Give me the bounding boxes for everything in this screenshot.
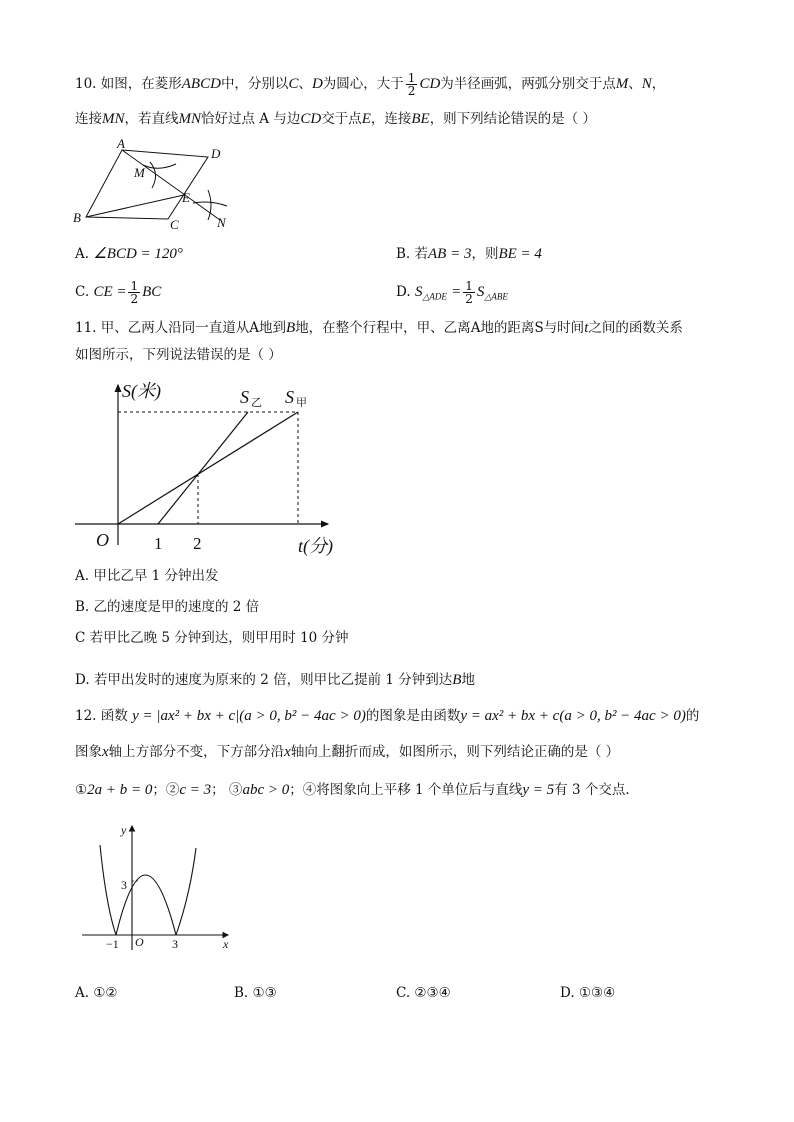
q10-text: ， bbox=[651, 76, 666, 92]
q10-math: BE bbox=[411, 111, 430, 127]
q11-text: 之间的函数关系 bbox=[588, 320, 683, 336]
q12-option-c[interactable]: C. ②③④ bbox=[396, 985, 451, 1001]
q12-text: 有 3 个交点. bbox=[554, 782, 630, 798]
q11-math: B bbox=[286, 320, 296, 336]
s-jia-subscript: 甲 bbox=[296, 397, 307, 409]
option-subscript: △ADE bbox=[422, 291, 447, 302]
option-math: B bbox=[452, 672, 462, 688]
q10-text: 10. 如图，在菱形 bbox=[75, 76, 182, 92]
option-fraction: $\frac{1}{2}$ bbox=[130, 279, 139, 306]
graph-y-tick-3: 3 bbox=[121, 878, 127, 892]
q11-text: 地到 bbox=[259, 320, 287, 336]
q12-math: y = |ax² + bx + c|(a > 0, b² − 4ac > 0) bbox=[132, 708, 366, 724]
option-text: 地 bbox=[461, 672, 475, 688]
q12-option-a[interactable]: A. ①② bbox=[75, 985, 118, 1001]
q10-math: MN bbox=[178, 111, 201, 127]
option-prefix: A. bbox=[75, 246, 90, 262]
option-math: CE = bbox=[93, 284, 127, 300]
s-yi-subscript: 乙 bbox=[251, 397, 262, 409]
vertex-a: A bbox=[117, 136, 125, 151]
q10-math: D bbox=[311, 76, 323, 92]
q12-text: 的 bbox=[685, 708, 700, 724]
q11-text: 地，在整个行程中，甲、乙离 bbox=[295, 320, 471, 336]
q12-text: ；④将图象向上平移 1 个单位后与直线 bbox=[289, 782, 523, 798]
q10-text: ，则下列结论错误的是（ ） bbox=[429, 111, 596, 127]
vertex-d: D bbox=[211, 146, 221, 161]
point-m: M bbox=[134, 165, 145, 180]
tick-1: 1 bbox=[154, 534, 163, 553]
q12-option-d[interactable]: D. ①③④ bbox=[560, 985, 616, 1001]
q10-math: C bbox=[288, 76, 299, 92]
option-math: = bbox=[451, 284, 462, 300]
q10-text: 为圆心，大于 bbox=[322, 76, 404, 92]
q12-text: 的图象是由函数 bbox=[365, 708, 461, 724]
vertex-c: C bbox=[170, 217, 179, 232]
q12-option-b[interactable]: B. ①③ bbox=[234, 985, 277, 1001]
x-axis-label: t(分) bbox=[298, 536, 333, 556]
q10-text: 恰好过点 A 与边 bbox=[201, 111, 301, 127]
option-math: ∠BCD = 120° bbox=[93, 246, 183, 262]
graph-origin: O bbox=[135, 935, 144, 949]
q11-text: 地的距离 bbox=[480, 320, 535, 336]
q12-text: ① bbox=[75, 782, 88, 798]
q11-option-c[interactable]: C 若甲比乙晚 5 分钟到达，则甲用时 10 分钟 bbox=[75, 630, 349, 646]
option-math: AB = 3 bbox=[428, 246, 472, 262]
graph-y-label: y bbox=[121, 823, 127, 837]
q12-text: 12. 函数 bbox=[75, 708, 128, 724]
q12-math: y = ax² + bx + c(a > 0, b² − 4ac > 0) bbox=[460, 708, 686, 724]
graph-x-tick-3: 3 bbox=[172, 937, 178, 951]
point-e: E bbox=[182, 190, 190, 205]
option-text: D. 若甲出发时的速度为原来的 2 倍，则甲比乙提前 1 分钟到达 bbox=[75, 672, 453, 688]
q10-math: MN bbox=[102, 111, 125, 127]
q11-math: S bbox=[534, 320, 544, 336]
q10-text: 中，分别以 bbox=[220, 76, 289, 92]
q12-math: 2a + b = 0 bbox=[87, 782, 153, 798]
origin-label: O bbox=[96, 530, 109, 550]
option-math: S bbox=[414, 284, 423, 300]
graph-x-label: x bbox=[223, 937, 229, 951]
q12-math: x bbox=[284, 744, 291, 760]
q10-math: ABCD bbox=[181, 76, 221, 92]
q10-math: CD bbox=[300, 111, 322, 127]
option-text: 若 bbox=[414, 246, 429, 262]
s-yi-label: S bbox=[240, 387, 249, 407]
q10-math: M bbox=[615, 76, 629, 92]
q11-option-b[interactable]: B. 乙的速度是甲的速度的 2 倍 bbox=[75, 599, 260, 615]
vertex-b: B bbox=[73, 210, 81, 225]
option-prefix: D. bbox=[396, 284, 411, 300]
q10-math: E bbox=[361, 111, 371, 127]
q10-text: 、 bbox=[298, 76, 312, 92]
q11-math: A bbox=[249, 320, 260, 336]
q11-text: 如图所示，下列说法错误的是（ ） bbox=[75, 347, 282, 363]
curve-right-branch bbox=[176, 848, 196, 935]
q10-text: ，连接 bbox=[370, 111, 412, 127]
point-n: N bbox=[217, 215, 226, 230]
option-prefix: C. bbox=[75, 284, 90, 300]
option-math: BE = 4 bbox=[498, 246, 542, 262]
q12-math: abc > 0 bbox=[242, 782, 290, 798]
q11-math: A bbox=[470, 320, 481, 336]
q11-text: 11. 甲、乙两人沿同一直道从 bbox=[75, 320, 250, 336]
q10-math: N bbox=[641, 76, 652, 92]
option-math: BC bbox=[142, 284, 162, 300]
option-fraction: $\frac{1}{2}$ bbox=[465, 279, 473, 306]
q12-math: x bbox=[102, 744, 109, 760]
q11-math: t bbox=[584, 320, 589, 336]
q10-math: CD bbox=[419, 76, 441, 92]
q10-text: 交于点 bbox=[321, 111, 362, 127]
curve-left-branch bbox=[100, 845, 116, 935]
option-math: S bbox=[476, 284, 485, 300]
option-prefix: B. bbox=[396, 246, 411, 262]
tick-2: 2 bbox=[193, 534, 202, 553]
q12-math: y = 5 bbox=[522, 782, 555, 798]
graph-x-tick-neg1: −1 bbox=[106, 937, 119, 951]
s-jia-label: S bbox=[285, 387, 294, 407]
q12-text: ；② bbox=[152, 782, 180, 798]
q12-text: 图象 bbox=[75, 744, 102, 760]
q10-text: 、 bbox=[628, 76, 642, 92]
y-axis-label: S(米) bbox=[122, 381, 161, 401]
q12-text: 轴上方部分不变，下方部分沿 bbox=[108, 744, 285, 760]
q11-text: 与时间 bbox=[543, 320, 585, 336]
q12-text: 轴向上翻折而成，如图所示，则下列结论正确的是（ ） bbox=[290, 744, 620, 760]
q12-text: ； ③ bbox=[211, 782, 243, 798]
q10-text: 为半径画弧，两弧分别交于点 bbox=[440, 76, 616, 92]
q10-text: 连接 bbox=[75, 111, 102, 127]
q12-math: c = 3 bbox=[179, 782, 212, 798]
q10-fraction: $\frac{1}{2}$ bbox=[407, 71, 416, 98]
option-text: ，则 bbox=[471, 246, 499, 262]
q10-text: ，若直线 bbox=[124, 111, 179, 127]
option-subscript: △ABE bbox=[484, 291, 508, 302]
q11-option-a[interactable]: A. 甲比乙早 1 分钟出发 bbox=[75, 568, 219, 584]
